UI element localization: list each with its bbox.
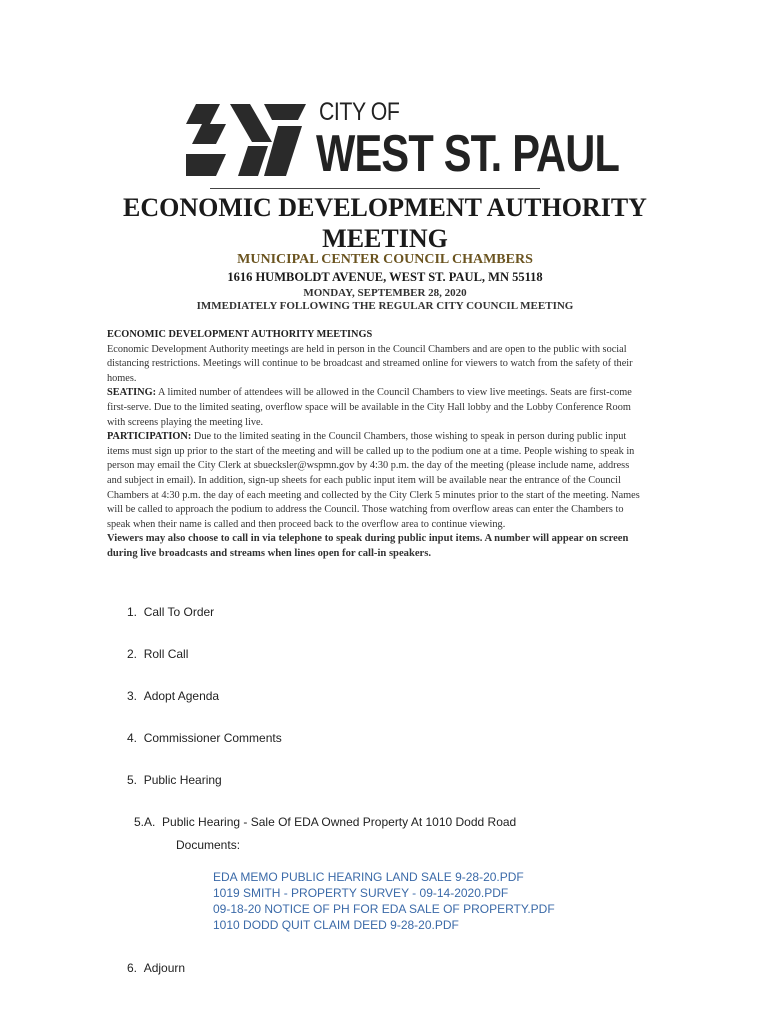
agenda-item-label: Adopt Agenda: [143, 689, 220, 703]
participation-text: Due to the limited seating in the Council Chambers, those wishing to speak in person during public input items must sign up prior to the start of the meeting and will be called up to the podium one at a time. People wishing to speak in person may email the City Clerk at sbuecksler@wspmn.gov by 4:30 p.m. the day of the meeting (please include name, address and subject in email). In addition, sign-up sheets for each public input item will be available near the entrance of the Council Chambers at 4:30 p.m. the day of each meeting and collected by the City Clerk 5 minutes prior to the start of the meeting. Names will be called to approach the podium to address the Council. Those watching from overflow areas can enter the Chambers to speak when their name is called and then proceed back to the overflow area to continue viewing.: [107, 431, 640, 530]
page-title: [0, 192, 770, 254]
meeting-address: 1616 HUMBOLDT AVENUE, WEST ST. PAUL, MN 55118: [227, 270, 543, 284]
seating-label: SEATING:: [107, 387, 157, 399]
agenda-item: [127, 689, 219, 703]
notice-seating: [107, 386, 642, 430]
document-link[interactable]: 1019 SMITH - PROPERTY SURVEY - 09-14-2020.PDF: [213, 886, 509, 900]
agenda-subitem-label: Public Hearing - Sale Of EDA Owned Property At 1010 Dodd Road: [162, 815, 517, 829]
notice-heading: ECONOMIC DEVELOPMENT AUTHORITY MEETINGS: [107, 329, 373, 340]
agenda-subitem-number: 5.A.: [134, 815, 156, 829]
document-link[interactable]: EDA MEMO PUBLIC HEARING LAND SALE 9-28-20.PDF: [213, 870, 524, 884]
logo-city-name: WEST ST. PAUL: [316, 125, 620, 183]
agenda-item-number: 6.: [127, 961, 138, 975]
header-divider: [210, 188, 540, 189]
meeting-date: MONDAY, SEPTEMBER 28, 2020: [303, 287, 467, 299]
title-line-1: ECONOMIC DEVELOPMENT AUTHORITY: [123, 193, 647, 222]
agenda-item: [127, 773, 222, 787]
agenda-item: [127, 647, 188, 661]
meeting-timing: IMMEDIATELY FOLLOWING THE REGULAR CITY COUNCIL MEETING: [196, 300, 574, 312]
agenda-item-label: Public Hearing: [143, 773, 222, 787]
agenda-item-number: 4.: [127, 731, 138, 745]
document-link[interactable]: 1010 DODD QUIT CLAIM DEED 9-28-20.PDF: [213, 918, 459, 932]
agenda-item-label: Roll Call: [143, 647, 189, 661]
agenda-item-label: Commissioner Comments: [143, 731, 282, 745]
notice-participation: [107, 430, 642, 532]
agenda-item: [127, 961, 185, 975]
seating-text: A limited number of attendees will be allowed in the Council Chambers to view live meetings. Seats are first-come first-serve. Due to the limited seating, overflow space will be available in the City Hall lobby and the Lobby Conference Room with screens playing the meeting live.: [107, 387, 632, 428]
agenda-item-label: Call To Order: [143, 605, 215, 619]
call-in-note: Viewers may also choose to call in via telephone to speak during public input items. A number will appear on screen during live broadcasts and streams when lines open for call-in speakers.: [107, 533, 629, 559]
city-logo-mark: [186, 102, 306, 178]
participation-label: PARTICIPATION:: [107, 431, 192, 443]
notice-intro: Economic Development Authority meetings are held in person in the Council Chambers and are open to the public with social distancing restrictions. Meetings will continue to be broadcast and streamed online for viewers to watch from the safety of their homes.: [107, 343, 633, 384]
agenda-item-number: 1.: [127, 605, 138, 619]
document-link[interactable]: 09-18-20 NOTICE OF PH FOR EDA SALE OF PROPERTY.PDF: [213, 902, 555, 916]
title-line-2: MEETING: [322, 224, 448, 253]
agenda-item: [127, 605, 214, 619]
agenda-item-label: Adjourn: [143, 961, 186, 975]
agenda-item-number: 2.: [127, 647, 138, 661]
agenda-item-number: 5.: [127, 773, 138, 787]
documents-label: Documents:: [176, 838, 241, 852]
agenda-subitem: [134, 815, 516, 829]
logo-city-of: CITY OF: [319, 98, 400, 126]
meeting-location: MUNICIPAL CENTER COUNCIL CHAMBERS: [237, 252, 533, 267]
city-logo: [186, 98, 620, 183]
meeting-notice: [107, 328, 642, 562]
agenda-item-number: 3.: [127, 689, 138, 703]
agenda-item: [127, 731, 282, 745]
